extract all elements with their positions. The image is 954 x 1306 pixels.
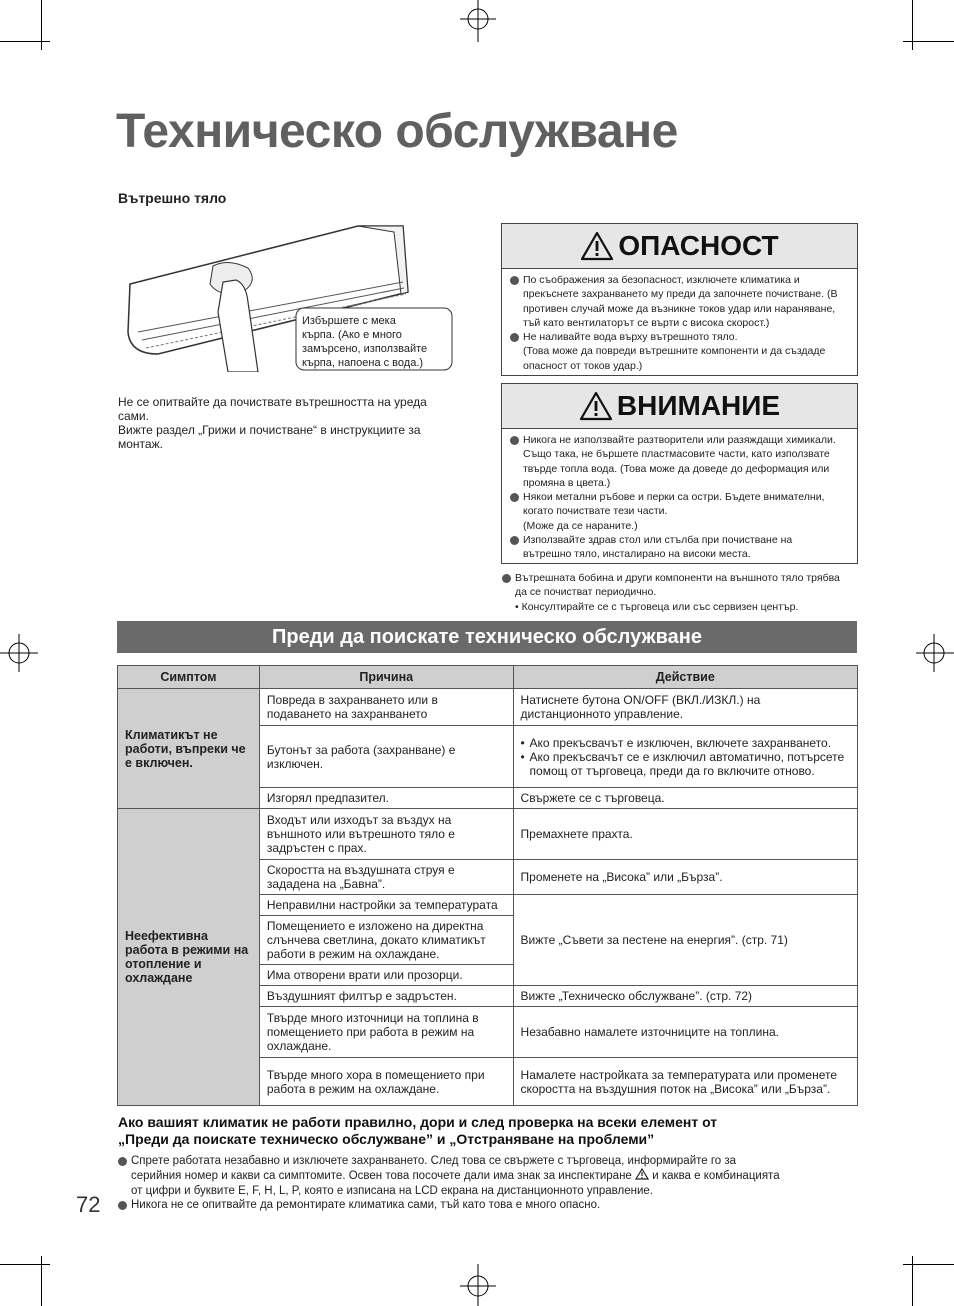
indoor-unit-illustration [118,222,454,372]
final-heading-line: „Преди да поискате техническо обслужване” и „Отстраняване на проблеми” [118,1131,655,1147]
registration-mark [914,630,954,676]
maintenance-text: да се почистват периодично. [515,586,657,599]
crop-mark [41,0,42,50]
action-cell: • Ако прекъсвачът е изключен, включете захранването. • Ако прекъсвачът се е изключил автоматично, потърсете помощ от търговеца, преди да го включите отново. [513,726,857,788]
page-title: Техническо обслужване [116,105,678,158]
table-header-row [118,666,858,689]
cause-cell: Входът или изходът за въздух на външното или вътрешното тяло е задръстен с прах. [259,809,513,860]
final-text: от цифри и буквите E, F, H, L, P, която е изписана на LCD екрана на дистанционното управление. [131,1184,653,1197]
troubleshooting-table [117,665,858,1106]
cleaning-note [118,395,458,451]
symptom-cell: Неефективна работа в режими на отопление и охлаждане [118,809,260,1106]
caution-text: когато почиствате тези части. [523,505,668,518]
cause-cell: Помещението е изложено на директна слънчева светлина, докато климатикът работи в режим на охлаждане. [259,916,513,965]
registration-mark [0,630,40,676]
cause-cell: Скоростта на въздушната струя е зададена на „Бавна”. [259,860,513,895]
action-cell: Намалете настройката за температурата или променете скоростта на въздушния поток на „Висока” или „Бърза”. [513,1058,857,1106]
callout-line: замърсено, използвайте [302,343,428,355]
cause-cell: Има отворени врати или прозорци. [259,965,513,986]
caution-item [510,490,849,533]
warning-triangle-icon [579,391,613,421]
final-text: Спрете работата незабавно и изключете захранването. След това се свържете с търговеца, информирайте го за [131,1155,737,1167]
crop-mark [912,0,913,50]
danger-text: Не наливайте вода върху вътрешното тяло. [523,331,738,344]
bullet-icon [118,1201,127,1210]
maintenance-subtext: • Консултирайте се с търговеца или със сервизен център. [515,600,799,613]
header-cause: Причина [259,666,513,689]
danger-header [502,224,857,269]
crop-mark [0,1264,50,1265]
callout-line: Избършете с мека [302,315,396,327]
caution-box [501,383,858,564]
caution-text: промяна в цвета.) [523,476,611,489]
warning-triangle-icon [580,231,614,261]
caution-text: твърде топла вода. (Това може да доведе до деформация или [523,462,830,475]
crop-mark [0,41,50,42]
final-text: Никога не се опитвайте да ремонтирате климатика сами, тъй като това е много опасно. [131,1198,601,1211]
note-line: монтаж. [118,437,163,451]
caution-text: Също така, не бършете пластмасовите части, като използвате [523,448,830,461]
bullet-icon [510,333,519,342]
cause-cell: Твърде много източници на топлина в помещението при работа в режим на охлаждане. [259,1007,513,1058]
caution-item [510,533,849,562]
danger-item [510,330,849,373]
bullet-icon [502,574,511,583]
crop-mark [903,1264,954,1265]
danger-item [510,273,849,330]
caution-text: Някои метални ръбове и перки са остри. Бъдете внимателни, [523,491,825,504]
action-bullet: Ако прекъсвачът е изключен, включете захранването. [529,735,832,750]
cause-cell: Бутонът за работа (захранване) е изключен. [259,726,513,788]
bullet-icon [118,1157,127,1166]
section-heading: Вътрешно тяло [118,190,227,206]
danger-text: тъй като вентилаторът се върти с висока скорост.) [523,316,770,329]
action-cell: Натиснете бутона ON/OFF (ВКЛ./ИЗКЛ.) на дистанционното управление. [513,689,857,726]
note-line: сами. [118,409,149,423]
caution-text: (Може да се нараните.) [523,519,638,532]
danger-text: По съображения за безопасност, изключете климатика и [523,274,800,286]
action-cell: Незабавно намалете източниците на топлина. [513,1007,857,1058]
danger-text: (Това може да повреди вътрешните компоненти и да създаде [523,345,826,358]
cause-cell: Изгорял предпазител. [259,788,513,809]
cause-cell: Въздушният филтър е задръстен. [259,986,513,1007]
table-row [118,809,858,860]
final-item [118,1198,858,1214]
crop-mark [903,41,954,42]
final-item [118,1154,858,1198]
maintenance-text: Вътрешната бобина и други компоненти на външното тяло трябва [515,572,840,584]
final-text: и каква е комбинацията [652,1170,780,1183]
header-symptom: Симптом [118,666,260,689]
page-number: 72 [76,1192,101,1217]
registration-mark [452,0,504,42]
symptom-cell: Климатикът не работи, въпреки че е включен. [118,689,260,809]
danger-text: прекъснете захранването му преди да започнете почистване. (В [523,288,838,301]
danger-box [501,223,858,376]
action-bullet: Ако прекъсвачът се е изключил автоматично, потърсете помощ от търговеца, преди да го включите отново. [529,749,845,778]
danger-title: ОПАСНОСТ [618,230,779,261]
final-list [118,1154,858,1214]
cause-cell: Неправилни настройки за температурата [259,895,513,916]
caution-item [510,433,849,490]
caution-text: вътрешно тяло, инсталирано на високи места. [523,548,751,561]
bullet-icon [510,493,519,502]
warning-triangle-icon [635,1168,649,1180]
cause-cell: Повреда в захранването или в подаването на захранването [259,689,513,726]
action-cell: Премахнете прахта. [513,809,857,860]
action-cell: Вижте „Съвети за пестене на енергия”. (стр. 71) [513,895,857,986]
cause-cell: Твърде много хора в помещението при работа в режим на охлаждане. [259,1058,513,1106]
final-heading [118,1114,858,1148]
action-cell: Вижте „Техническо обслужване”. (стр. 72) [513,986,857,1007]
caution-text: Използвайте здрав стол или стълба при почистване на [523,534,793,547]
danger-text: опасност от токов удар.) [523,359,643,372]
caution-title: ВНИМАНИЕ [616,390,781,421]
bullet-icon [510,276,519,285]
maintenance-note [502,571,862,614]
final-heading-line: Ако вашият климатик не работи правилно, дори и след проверка на всеки елемент от [118,1114,718,1130]
bullet-icon [510,436,519,445]
action-cell: Променете на „Висока” или „Бърза”. [513,860,857,895]
note-line: Вижте раздел „Грижи и почистване“ в инструкциите за [118,423,421,437]
caution-text: Никога не използвайте разтворители или разяждащи химикали. [523,434,836,446]
header-action: Действие [513,666,857,689]
callout-line: кърпа, напоена с вода.) [302,357,424,369]
danger-text: противен случай може да възникне токов удар или нараняване, [523,302,836,315]
note-line: Не се опитвайте да почиствате вътрешността на уреда [118,395,427,409]
bullet-icon [510,536,519,545]
section-banner: Преди да поискате техническо обслужване [117,621,857,653]
final-text: серийния номер и какви са симптомите. Освен това посочете дали има знак за инспектиране [131,1170,632,1183]
table-row [118,689,858,726]
callout-line: кърпа. (Ако е много [302,329,402,341]
registration-mark [452,1264,504,1306]
action-cell: Свържете се с търговеца. [513,788,857,809]
caution-header [502,384,857,429]
